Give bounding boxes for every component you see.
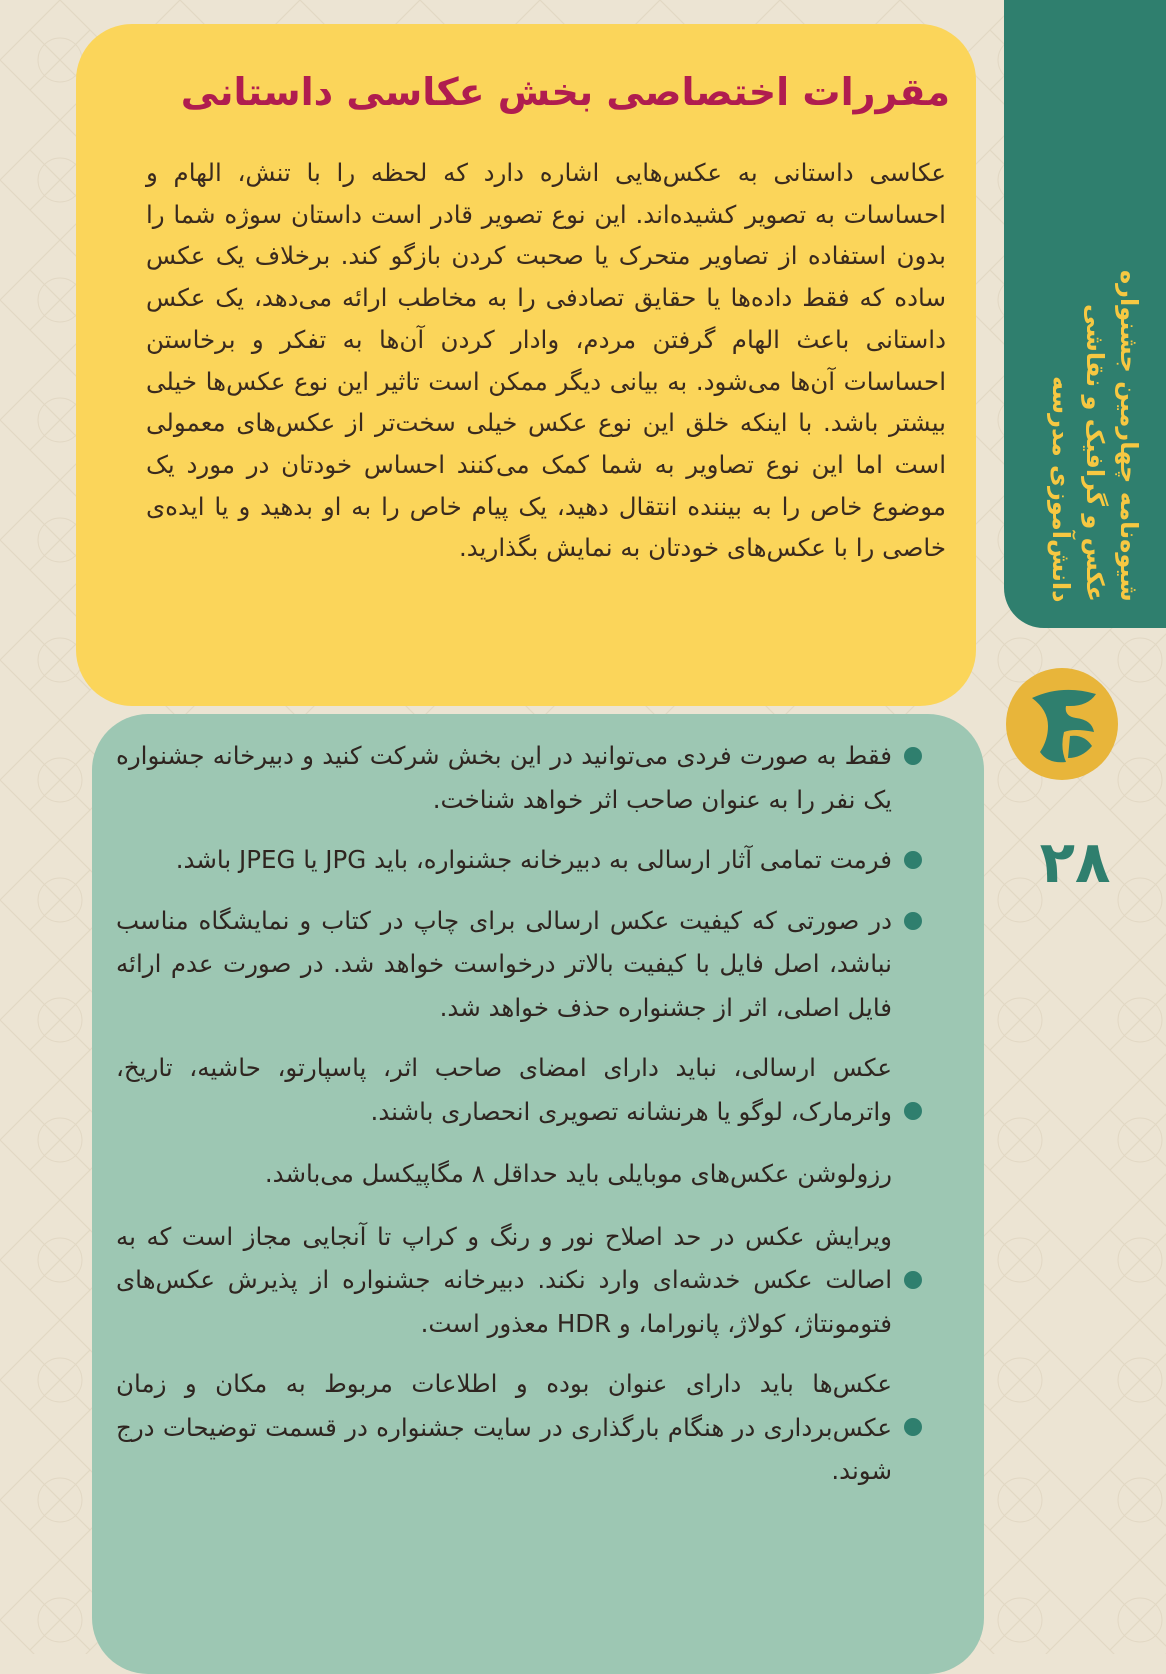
- rule-text: رزولوشن عکس‌های موبایلی باید حداقل ۸ مگاپیکسل می‌باشد.: [264, 1159, 892, 1188]
- rule-item: [116, 1152, 922, 1196]
- bullet-icon: [904, 1271, 922, 1289]
- bullet-icon: [904, 1102, 922, 1120]
- rule-item: [116, 1215, 922, 1346]
- rules-card: [92, 714, 984, 1674]
- intro-paragraph: عکاسی داستانی به عکس‌هایی اشاره دارد که لحظه را با تنش، الهام و احساسات به تصویر کشیده‌اند. این نوع تصویر قادر است داستان سوژه شما را بدون استفاده از تصاویر متحرک یا صحبت کردن بازگو کند. برخلاف یک عکس ساده که فقط داده‌ها یا حقایق تصادفی را به مخاطب ارائه می‌دهد، یک عکس داستانی باعث الهام گرفتن مردم، وادار کردن آن‌ها به تفکر و برخاستن احساسات آن‌ها می‌شود. به بیانی دیگر ممکن است تاثیر این نوع عکس‌ها خیلی بیشتر باشد. با اینکه خلق این نوع عکس خیلی سخت‌تر از عکس‌های معمولی است اما این نوع تصاویر به شما کمک می‌کنند احساس خودتان در مورد یک موضوع خاص را به بیننده انتقال دهید، یک پیام خاص را به او بدهید و یا ایده‌ی خاصی را با عکس‌های خودتان به نمایش بگذارید.: [146, 158, 946, 563]
- page-title: مقررات اختصاصی بخش عکاسی داستانی: [180, 70, 950, 114]
- sidebar-title: [1026, 262, 1146, 602]
- sidebar-title-line-3: دانش‌آموزی مدرسه: [1047, 375, 1075, 602]
- rule-text: ویرایش عکس در حد اصلاح نور و رنگ و کراپ تا آنجایی مجاز است که به اصالت عکس خدشه‌ای وارد نکند. دبیرخانه جشنواره از پذیرش عکس‌های فتومونتاژ، کولاژ، پانوراما، و HDR معذور است.: [116, 1221, 892, 1338]
- page-number: ۲۸: [1039, 828, 1111, 896]
- intro-card: [76, 24, 976, 706]
- sidebar-title-line-1: شیوه‌نامه چهارمین جشنواره: [1115, 270, 1143, 602]
- rule-item: [116, 734, 922, 821]
- rules-list: [116, 734, 922, 1510]
- bullet-icon: [904, 747, 922, 765]
- rule-item: [116, 1362, 922, 1493]
- bullet-icon: [904, 1418, 922, 1436]
- rule-item: [116, 899, 922, 1030]
- rule-item: [116, 838, 922, 882]
- rule-text: فقط به صورت فردی می‌توانید در این بخش شرکت کنید و دبیرخانه جشنواره یک نفر را به عنوان صاحب اثر خواهد شناخت.: [116, 741, 892, 814]
- rule-item: [116, 1046, 922, 1133]
- bullet-icon: [904, 912, 922, 930]
- sidebar-title-line-2: عکس و گرافیک و نقاشی: [1081, 304, 1109, 602]
- rule-text: عکس‌ها باید دارای عنوان بوده و اطلاعات مربوط به مکان و زمان عکس‌برداری در هنگام بارگذاری در سایت جشنواره در قسمت توضیحات درج شوند.: [116, 1369, 892, 1485]
- rule-text: در صورتی که کیفیت عکس ارسالی برای چاپ در کتاب و نمایشگاه مناسب نباشد، اصل فایل با کیفیت بالاتر درخواست خواهد شد. در صورت عدم ارائه فایل اصلی، اثر از جشنواره حذف خواهد شد.: [116, 905, 892, 1022]
- festival-logo-icon: [1004, 666, 1120, 782]
- rule-text: فرمت تمامی آثار ارسالی به دبیرخانه جشنواره، باید JPG یا JPEG باشد.: [175, 845, 892, 874]
- rule-text: عکس ارسالی، نباید دارای امضای صاحب اثر، پاسپارتو، حاشیه، تاریخ، واترمارک، لوگو یا هرنشانه تصویری انحصاری باشند.: [116, 1053, 892, 1126]
- bullet-icon: [904, 851, 922, 869]
